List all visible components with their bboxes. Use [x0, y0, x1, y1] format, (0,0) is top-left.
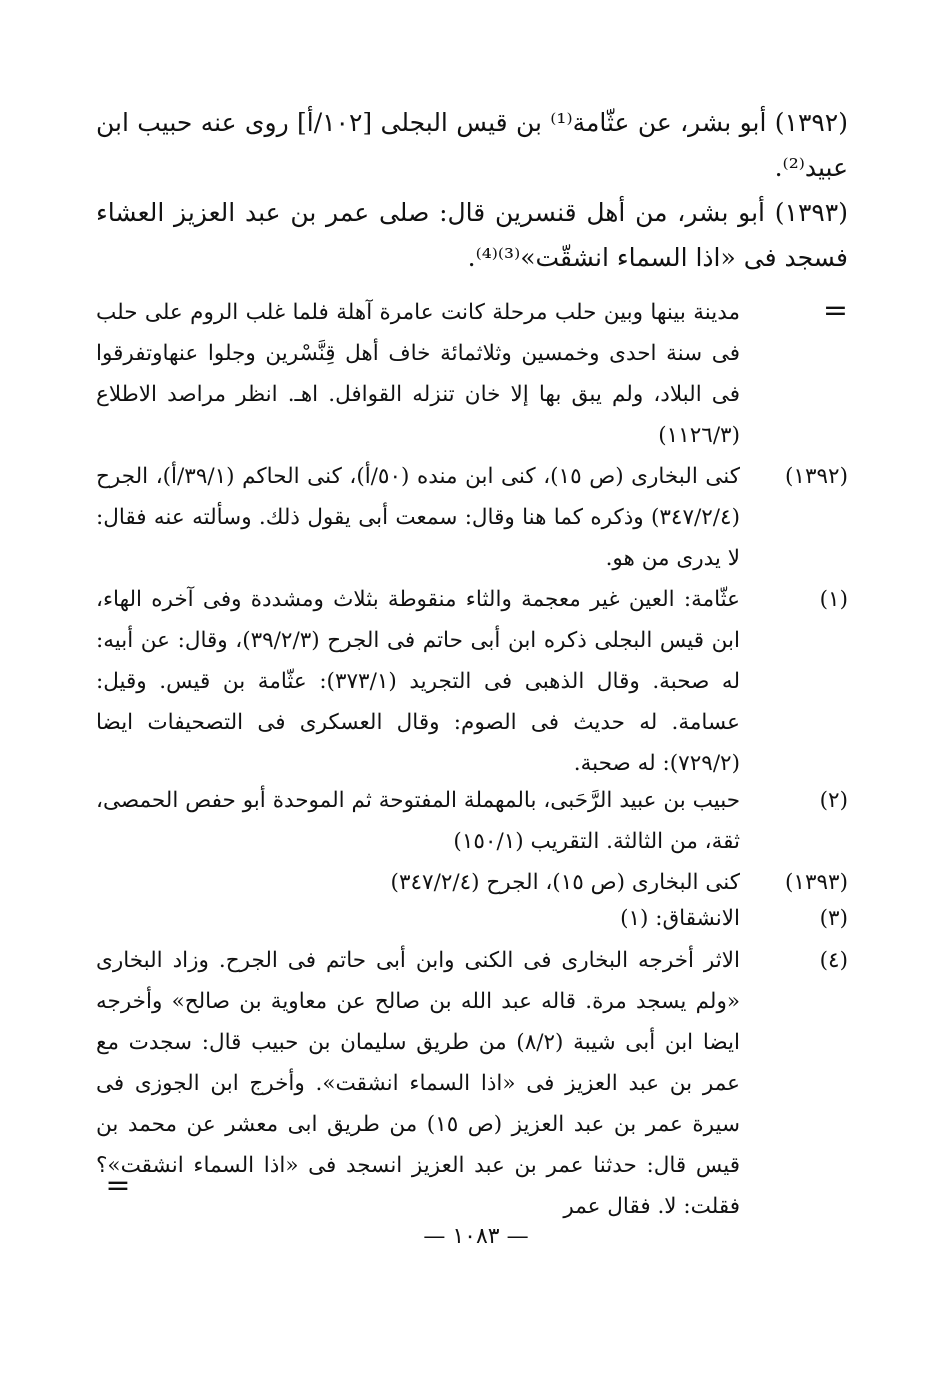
- footnote-item: [96, 579, 848, 784]
- footnote-continuation: [96, 292, 848, 456]
- footnote-item: [96, 456, 848, 579]
- footnote-number: (٣): [819, 906, 848, 931]
- footnote-end-mark: =: [105, 1168, 131, 1203]
- footnote-text: الانشقاق: (١): [620, 906, 740, 931]
- footnote-number: (٤): [819, 948, 848, 973]
- footnote-text: حبيب بن عبيد الرَّحَبى، بالمهملة المفتوحة ثم الموحدة أبو حفص الحمصى، ثقة، من الثالثة. التقريب (١٥٠/١): [96, 788, 740, 854]
- footnote-text: عثّامة: العين غير معجمة والثاء منقوطة بثلاث ومشددة وفى آخره الهاء، ابن قيس البجلى ذكره ابن أبى حاتم فى الجرح (٣٩/٢/٣)، وقال: عن أبيه: له صحبة. وقال الذهبى فى التجريد (٣٧٣/١): عثّامة بن قيس. وقيل: عسامة. له حديث فى الصوم: وقال العسكرى فى التصحيفات ايضا (٧٢٩/٢): له صحبة.: [96, 587, 740, 776]
- footnote-text: الاثر أخرجه البخارى فى الكنى وابن أبى حاتم فى الجرح. وزاد البخارى «ولم يسجد مرة. قاله عبد الله بن صالح عن معاوية بن صالح» وأخرجه ايضا ابن أبى شيبة (٨/٢) من طريق سليمان بن حبيب قال: سجدت مع عمر بن عبد العزيز فى «اذا السماء انشقت». وأخرج ابن الجوزى فى سيرة عمر بن عبد العزيز (ص ١٥) من طريق ابى معشر عن محمد بن قيس قال: حدثنا عمر بن عبد العزيز انسجد فى «اذا السماء انشقت»؟ فقلت: لا. فقال عمر: [96, 948, 741, 1219]
- footnote-text: كنى البخارى (ص ١٥)، الجرح (٣٤٧/٢/٤): [390, 870, 740, 895]
- footnote-number: (١٣٩٣): [785, 870, 848, 895]
- footnote-item: [96, 940, 848, 1219]
- footnote-number: (١٣٩٢): [785, 464, 848, 489]
- page-number: — ١٠٨٣ —: [423, 1224, 529, 1249]
- footnote-number: (٢): [819, 788, 848, 813]
- footnote-text: كنى البخارى (ص ١٥)، كنى ابن منده (٥٠/أ)، كنى الحاكم (٣٩/١/أ)، الجرح (٣٤٧/٢/٤) وذكره كما هنا وقال: سمعت أبى يقول ذلك. وسألته عنه فقال: لا يدرى من هو.: [96, 464, 741, 571]
- footnote-number: (١): [819, 587, 848, 612]
- entry-1392: (١٣٩٢) أبو بشر، عن عثّامة⁽¹⁾ بن قيس البجلى [١٠٢/أ] روى عنه حبيب ابن عبيد⁽²⁾.: [96, 108, 848, 182]
- footnote-item: [96, 780, 848, 862]
- footnote-item: [96, 862, 848, 903]
- entry-1393: (١٣٩٣) أبو بشر، من أهل قنسرين قال: صلى عمر بن عبد العزيز العشاء فسجد فى «اذا السماء انشقّت»⁽³⁾⁽⁴⁾.: [96, 198, 848, 272]
- footnote-item: [96, 898, 848, 939]
- continuation-mark: =: [822, 293, 848, 328]
- continuation-text: مدينة بينها وبين حلب مرحلة كانت عامرة آهلة فلما غلب الروم على حلب فى سنة احدى وخمسين وثلاثمائة خاف أهل قِنَّسْرين وجلوا عنهاوتفرقوا فى البلاد، ولم يبق بها إلا خان تنزله القوافل. اهـ. انظر مراصد الاطلاع (١١٢٦/٣): [96, 300, 740, 448]
